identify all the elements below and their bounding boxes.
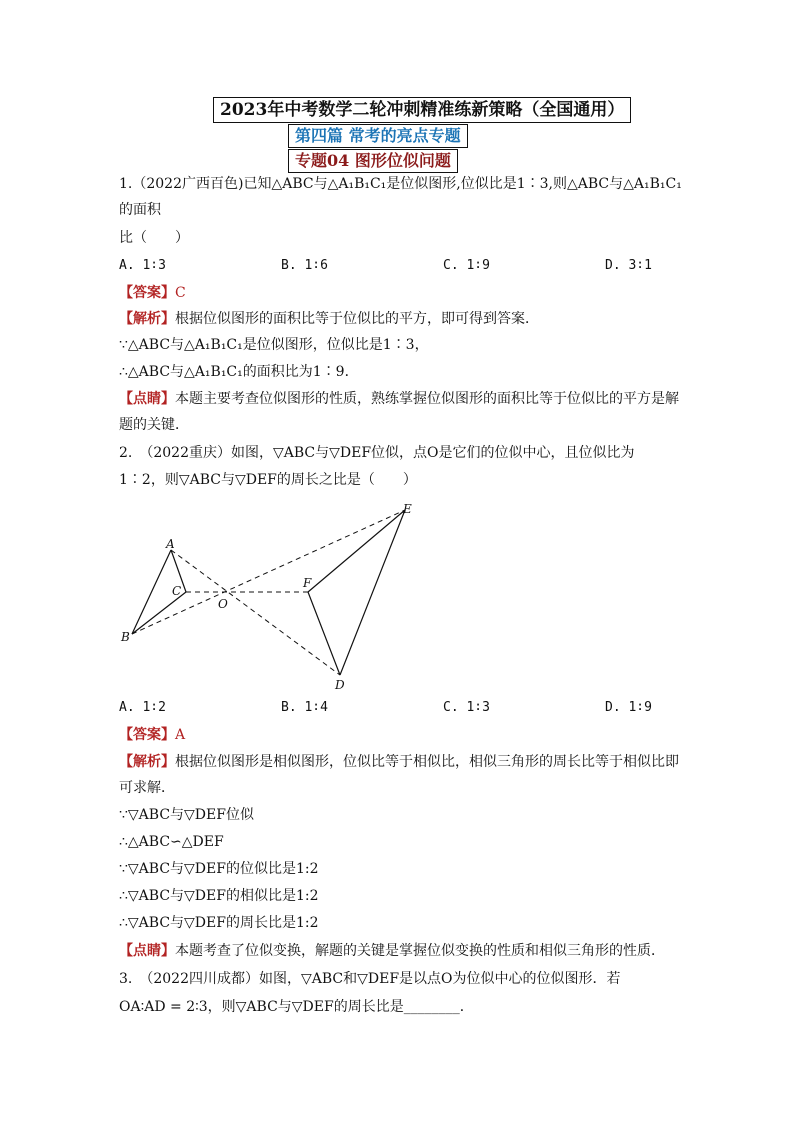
q2-option-b: B. 1∶4 [281, 700, 328, 715]
segment-bc [132, 592, 186, 634]
homothety-figure [110, 495, 430, 695]
segment-ef [308, 510, 405, 592]
comment-tag: 【点睛】 [119, 943, 175, 959]
q1-option-b: B. 1∶6 [281, 258, 328, 273]
q2-option-d: D. 1∶9 [605, 700, 652, 715]
label-a: A [166, 537, 175, 551]
analysis-tag: 【解析】 [119, 311, 175, 327]
answer-tag: 【答案】 [119, 727, 175, 743]
label-d: D [335, 678, 345, 692]
q1-analysis [119, 309, 539, 329]
analysis-text: 根据位似图形的面积比等于位似比的平方，即可得到答案． [175, 311, 539, 327]
label-b: B [121, 630, 130, 644]
q2-option-c: C. 1∶3 [443, 700, 490, 715]
answer-value: A [175, 727, 186, 743]
segment-ed [340, 510, 405, 675]
analysis-tag: 【解析】 [119, 754, 175, 770]
q2-stem-line2: 1∶2，则▽ABC与▽DEF的周长之比是（ ） [119, 472, 417, 488]
q1-stem-line2: 的面积 [119, 202, 161, 218]
q2-step-3: ∵▽ABC与▽DEF的位似比是1:2 [119, 861, 319, 877]
answer-tag: 【答案】 [119, 285, 175, 301]
part-title: 第四篇 常考的亮点专题 [288, 124, 468, 148]
q2-comment [119, 941, 665, 961]
q2-stem-line1: 2. （2022重庆）如图，▽ABC与▽DEF位似，点O是它们的位似中心，且位似比为 [119, 445, 635, 461]
label-f: F [303, 576, 312, 590]
q2-step-1: ∵▽ABC与▽DEF位似 [119, 807, 254, 823]
q1-step2: ∴△ABC与△A₁B₁C₁的面积比为1∶9． [119, 364, 359, 380]
q1-stem-line3: 比（ ） [119, 230, 189, 246]
analysis-text: 根据位似图形是相似图形，位似比等于相似比，相似三角形的周长比等于相似比即 [175, 754, 679, 770]
q3-stem-line1: 3. （2022四川成都）如图，▽ABC和▽DEF是以点O为位似中心的位似图形．若 [119, 971, 621, 987]
q1-option-a: A. 1∶3 [119, 258, 166, 273]
q1-comment [119, 389, 679, 409]
q3-stem-line2: OA∶AD = 2∶3，则▽ABC与▽DEF的周长比是________． [119, 999, 474, 1015]
q1-step1: ∵△ABC与△A₁B₁C₁是位似图形，位似比是1∶3， [119, 337, 429, 353]
q2-answer [119, 725, 185, 745]
segment-ab [132, 550, 171, 634]
q2-step-2: ∴△ABC∽△DEF [119, 834, 224, 850]
label-e: E [403, 502, 412, 516]
q1-answer [119, 283, 186, 303]
q2-analysis-line2: 可求解． [119, 780, 175, 796]
q2-option-a: A. 1∶2 [119, 700, 166, 715]
topic-title: 专题04 图形位似问题 [288, 149, 458, 173]
label-c: C [172, 584, 182, 598]
comment-tag: 【点睛】 [119, 391, 175, 407]
q2-analysis [119, 752, 679, 772]
dashed-ad [171, 550, 340, 675]
q1-option-d: D. 3∶1 [605, 258, 652, 273]
answer-value: C [175, 285, 186, 301]
document-title: 2023年中考数学二轮冲刺精准练新策略（全国通用） [213, 97, 631, 123]
comment-text: 本题主要考查位似图形的性质，熟练掌握位似图形的面积比等于位似比的平方是解 [175, 391, 679, 407]
label-o: O [218, 597, 228, 611]
q1-comment-line2: 题的关键． [119, 417, 189, 433]
q1-stem-line1: 1.（2022广西百色)已知△ABC与△A₁B₁C₁是位似图形,位似比是1∶3,则△ABC与△A₁B₁C₁ [119, 176, 682, 192]
comment-text: 本题考查了位似变换，解题的关键是掌握位似变换的性质和相似三角形的性质． [175, 943, 665, 959]
q2-step-4: ∴▽ABC与▽DEF的相似比是1:2 [119, 888, 319, 904]
q1-option-c: C. 1∶9 [443, 258, 490, 273]
q2-step-5: ∴▽ABC与▽DEF的周长比是1:2 [119, 915, 319, 931]
